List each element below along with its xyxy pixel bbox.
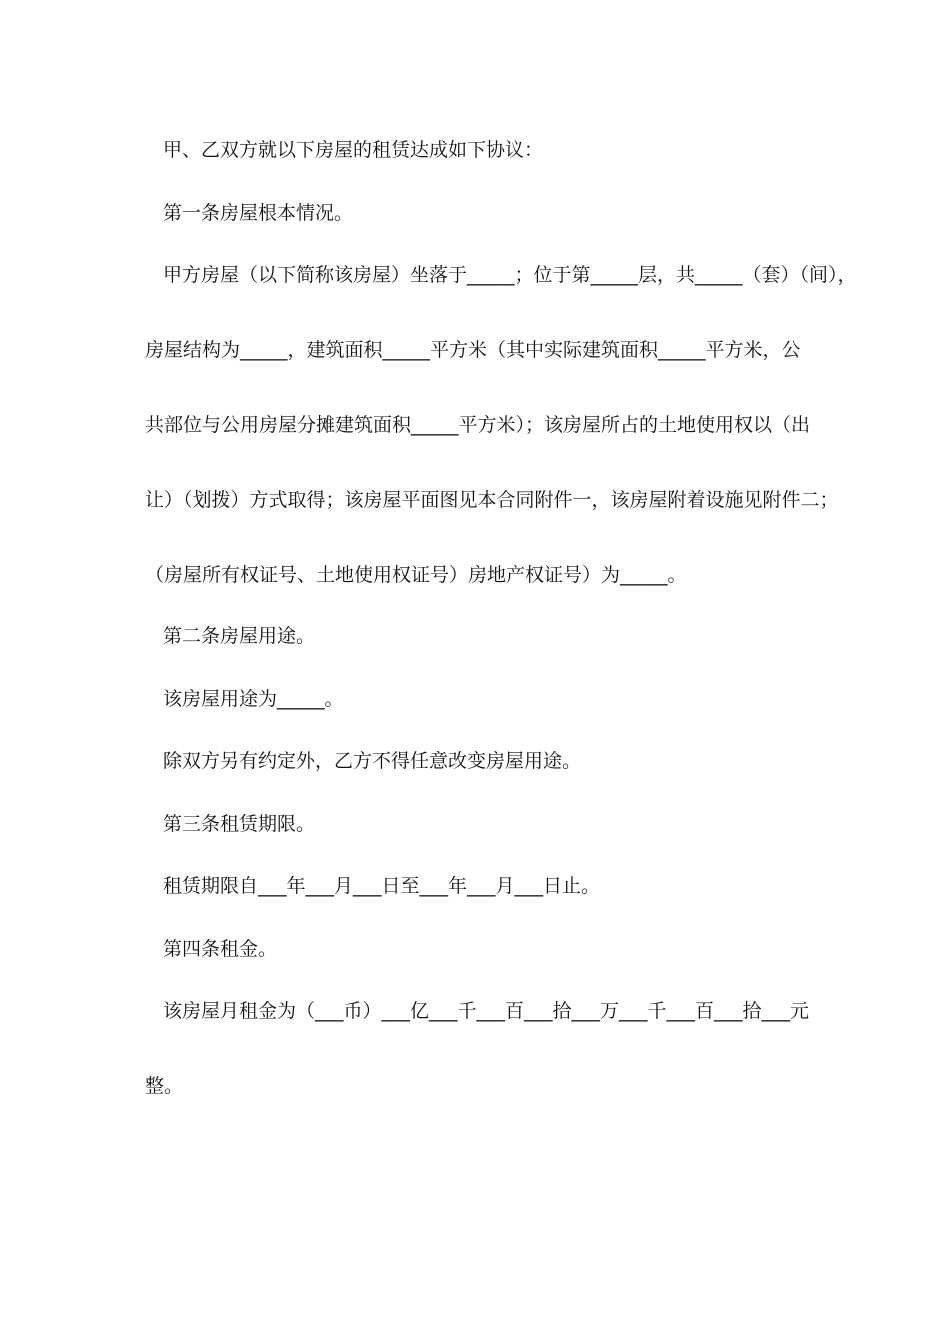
article-4-heading: 第四条租金。 xyxy=(163,938,278,960)
article-3-text: 租赁期限自___年___月___日至___年___月___日止。 xyxy=(163,875,601,897)
article-2-heading: 第二条房屋用途。 xyxy=(163,625,316,647)
article-1-text-line-5: （房屋所有权证号、土地使用权证号）房地产权证号）为_____。 xyxy=(145,564,687,586)
agreement-intro: 甲、乙双方就以下房屋的租赁达成如下协议： xyxy=(163,139,544,161)
article-1-text-line-4: 让）（划拨）方式取得；该房屋平面图见本合同附件一，该房屋附着设施见附件二； xyxy=(145,489,839,511)
article-2-text-1: 该房屋用途为_____。 xyxy=(163,688,344,710)
article-1-text-line-1: 甲方房屋（以下简称该房屋）坐落于_____；位于第_____层，共_____（套）（间）， xyxy=(163,264,857,286)
article-1-text-line-3: 共部位与公用房屋分摊建筑面积_____平方米）；该房屋所占的土地使用权以（出 xyxy=(145,414,811,436)
article-4-text-line-2: 整。 xyxy=(145,1075,184,1097)
article-1-text-line-2: 房屋结构为_____，建筑面积_____平方米（其中实际建筑面积_____平方米，公 xyxy=(145,339,801,361)
article-3-heading: 第三条租赁期限。 xyxy=(163,813,316,835)
article-4-text-line-1: 该房屋月租金为（___币）___亿___千___百___拾___万___千___百___拾___元 xyxy=(163,1000,810,1022)
article-2-text-2: 除双方另有约定外，乙方不得任意改变房屋用途。 xyxy=(163,750,582,772)
article-1-heading: 第一条房屋根本情况。 xyxy=(163,202,354,224)
